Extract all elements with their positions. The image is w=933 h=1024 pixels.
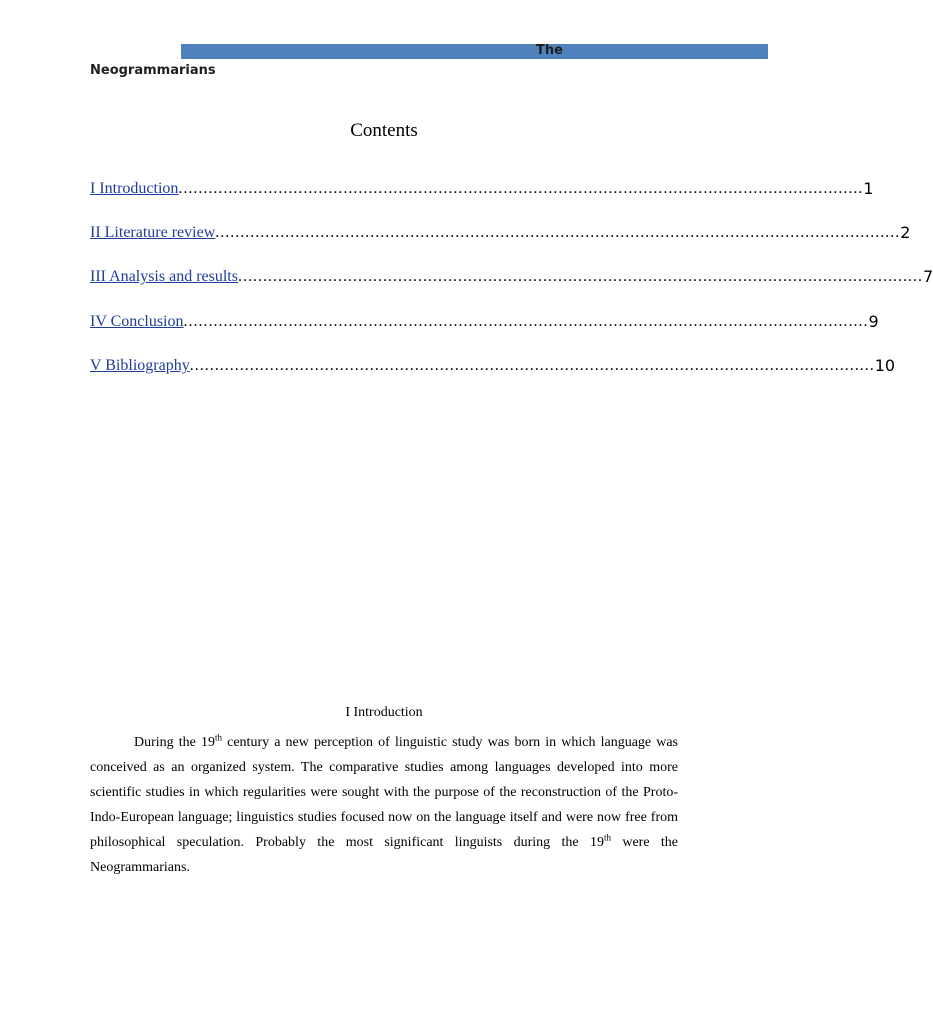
toc-entry [90, 170, 874, 198]
toc-leader: ......................................................................................................................................... [215, 224, 901, 241]
superscript: th [215, 732, 223, 743]
paragraph-text: century a new perception of linguistic study was born in which language was conceived as an organized system. The comparative studies among languages developed into more scientific studies in which regularities were sought with the purpose of the reconstruction of the Proto-Indo-European language; linguistics studies focused now on the language itself and were now free from philosophical speculation. Probably the most significant linguists during the 19 [90, 735, 679, 850]
toc-entry [90, 303, 879, 331]
toc-link-analysis-results[interactable]: III Analysis and results [90, 268, 238, 285]
toc-link-introduction[interactable]: I Introduction [90, 180, 179, 197]
toc-link-bibliography[interactable]: V Bibliography [90, 357, 190, 374]
toc-leader: ......................................................................................................................................... [237, 268, 923, 285]
toc-page-number: 7 [922, 267, 933, 286]
superscript: th [603, 832, 611, 843]
header-title-neogrammarians: Neogrammarians [90, 63, 216, 78]
toc-leader: ......................................................................................................................................... [183, 313, 869, 330]
toc-page-number: 9 [868, 312, 879, 331]
section-heading: I Introduction [345, 705, 423, 720]
toc-page-number: 2 [900, 223, 911, 242]
header-bar [181, 44, 768, 59]
toc-entry [90, 347, 896, 375]
toc-page-number: 10 [874, 356, 896, 375]
toc-link-literature-review[interactable]: II Literature review [90, 224, 216, 241]
toc-leader: ......................................................................................................................................... [178, 180, 864, 197]
toc-leader: ......................................................................................................................................... [189, 357, 875, 374]
toc-entry [90, 214, 911, 242]
toc-entry [90, 258, 933, 286]
toc-link-conclusion[interactable]: IV Conclusion [90, 313, 184, 330]
paragraph-text: During the 19 [134, 735, 215, 750]
toc-title: Contents [350, 120, 418, 141]
header-title-the: The [536, 43, 563, 58]
toc-page-number: 1 [863, 179, 874, 198]
body-paragraph [90, 730, 678, 880]
paragraph-text: were the Neogrammarians. [90, 835, 678, 875]
